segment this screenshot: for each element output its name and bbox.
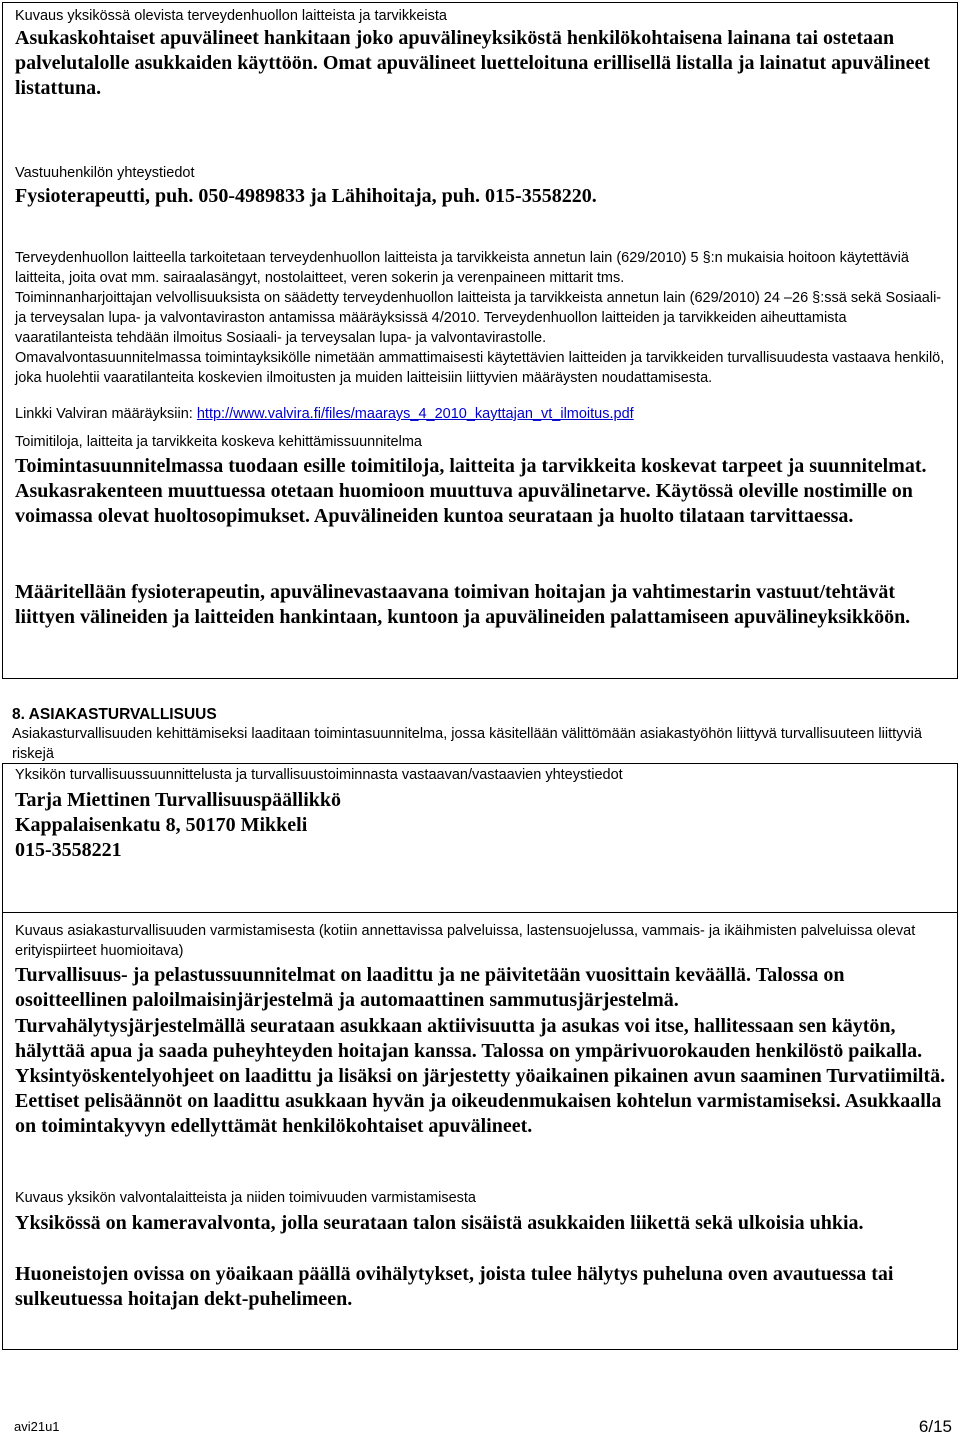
safety-contact-address: Kappalaisenkatu 8, 50170 Mikkeli — [15, 814, 308, 836]
equipment-description-label: Kuvaus yksikössä olevista terveydenhuollon laitteista ja tarvikkeista — [15, 8, 447, 24]
alarm-system-text: Turvahälytysjärjestelmällä seurataan asukkaan aktiivisuutta ja asukas voi itse, hallitessaan sen käytön, hälyttää apua ja saada puheyhteyden hoitajan kanssa. Talossa on ympärivuorokauden henkilöstö paikalla. Yksintyöskentelyohjeet on laadittu ja lisäksi on järjestetty yöaikainen pikainen avun saaminen Turvatiimiltä. Eettiset pelisäännöt on laadittu asukkaan hyvän ja oikeudenmukaisen kohtelun varmistamiseksi. Asukkaalla on toimintakyvyn edellyttämät henkilökohtaiset apuvälineet. — [15, 1015, 946, 1137]
surveillance-label: Kuvaus yksikön valvontalaitteista ja niiden toimivuuden varmistamisesta — [15, 1190, 476, 1206]
self-monitoring-plan-text: Omavalvontasuunnitelmassa toimintayksikölle nimetään ammattimaisesti käytettävien laitteiden ja tarvikkeiden turvallisuudesta vastaava henkilö, joka huolehtii vaaratilanteita koskevien ilmoitusten ja muiden laitteisiin liittyvien määräysten noudattamisesta. — [15, 350, 945, 386]
valvira-link-row — [15, 404, 947, 424]
door-alarm-text: Huoneistojen ovissa on yöaikaan päällä ovihälytykset, joista tulee hälytys puheluna oven avautuessa tai sulkeutuessa hoitajan dekt-puhelimeen. — [15, 1263, 894, 1310]
safety-contact-label: Yksikön turvallisuussuunnittelusta ja turvallisuustoiminnasta vastaavan/vastaavien yhteystiedot — [15, 767, 623, 783]
section-heading: 8. ASIAKASTURVALLISUUS — [12, 706, 217, 723]
safety-plans-text: Turvallisuus- ja pelastussuunnitelmat on laadittu ja ne päivitetään vuosittain keväällä. Talossa on osoitteellinen paloilmaisinjärjestelmä ja automaattinen sammutusjärjestelmä. — [15, 964, 845, 1011]
camera-surveillance-text: Yksikössä on kameravalvonta, jolla seurataan talon sisäistä asukkaiden liikettä sekä ulkoisia uhkia. — [15, 1212, 864, 1234]
responsible-person-label: Vastuuhenkilön yhteystiedot — [15, 165, 195, 181]
page-number: 6/15 — [918, 1417, 952, 1436]
client-safety-label: Kuvaus asiakasturvallisuuden varmistamisesta (kotiin annettavissa palveluissa, lastensuojelussa, vammais- ja ikäihmisten palveluissa olevat erityispiirteet huomioitava) — [15, 923, 916, 959]
safety-contact-phone: 015-3558221 — [15, 839, 122, 861]
footer-doc-id: avi21u1 — [14, 1419, 60, 1434]
development-plan-label: Toimitiloja, laitteita ja tarvikkeita koskeva kehittämissuunnitelma — [15, 434, 422, 450]
safety-contact-name: Tarja Miettinen Turvallisuuspäällikkö — [15, 789, 342, 811]
safety-contact-box — [2, 763, 958, 913]
valvira-link-label: Linkki Valviran määräyksiin: — [15, 406, 197, 422]
equipment-description-text: Asukaskohtaiset apuvälineet hankitaan joko apuvälineyksiköstä henkilökohtaisena lainana tai ostetaan palvelutalolle asukkaiden käyttöön. Omat apuvälineet luetteloituna erillisellä listalla ja lainatut apuvälineet listattuna. — [15, 27, 931, 99]
section-intro: Asiakasturvallisuuden kehittämiseksi laaditaan toimintasuunnitelma, jossa käsitellään välittömään asiakastyöhön liittyvä turvallisuuteen liittyviä riskejä — [12, 726, 922, 762]
valvira-link[interactable]: http://www.valvira.fi/files/maarays_4_2010_kayttajan_vt_ilmoitus.pdf — [196, 406, 634, 422]
responsible-person-contacts: Fysioterapeutti, puh. 050-4989833 ja Lähihoitaja, puh. 015-3558220. — [15, 185, 597, 207]
client-safety-box — [2, 912, 958, 1350]
responsibilities-text: Määritellään fysioterapeutin, apuvälinevastaavana toimivan hoitajan ja vahtimestarin vastuut/tehtävät liittyen välineiden ja laitteiden hankintaan, kuntoon ja apuvälineiden palattamiseen apuvälineyksikköön. — [15, 581, 911, 628]
operator-obligations: Toiminnanharjoittajan velvollisuuksista on säädetty terveydenhuollon laitteista ja tarvikkeista annetun lain (629/2010) 24 –26 §:ssä sekä Sosiaali- ja terveysalan lupa- ja valvontaviraston antamissa määräyksissä 4/2010. Terveydenhuollon laitteiden ja tarvikkeiden aiheuttamista vaaratilanteista tehdään ilmoitus Sosiaali- ja terveysalan lupa- ja valvontavirastolle. — [15, 290, 942, 346]
medical-device-definition: Terveydenhuollon laitteella tarkoitetaan terveydenhuollon laitteista ja tarvikkeista annetun lain (629/2010) 5 §:n mukaisia hoitoon käytettäviä laitteita, joita ovat mm. sairaalasängyt, nostolaitteet, veren sokerin ja verenpaineen mittarit tms. — [15, 250, 909, 286]
equipment-section-box — [2, 2, 958, 679]
development-plan-text: Toimintasuunnitelmassa tuodaan esille toimitiloja, laitteita ja tarvikkeita koskevat tarpeet ja suunnitelmat. Asukasrakenteen muuttuessa otetaan huomioon muuttuva apuvälinetarve. Käytössä oleville nostimille on voimassa olevat huoltosopimukset. Apuvälineiden kuntoa seurataan ja huolto tilataan tarvittaessa. — [15, 455, 927, 527]
